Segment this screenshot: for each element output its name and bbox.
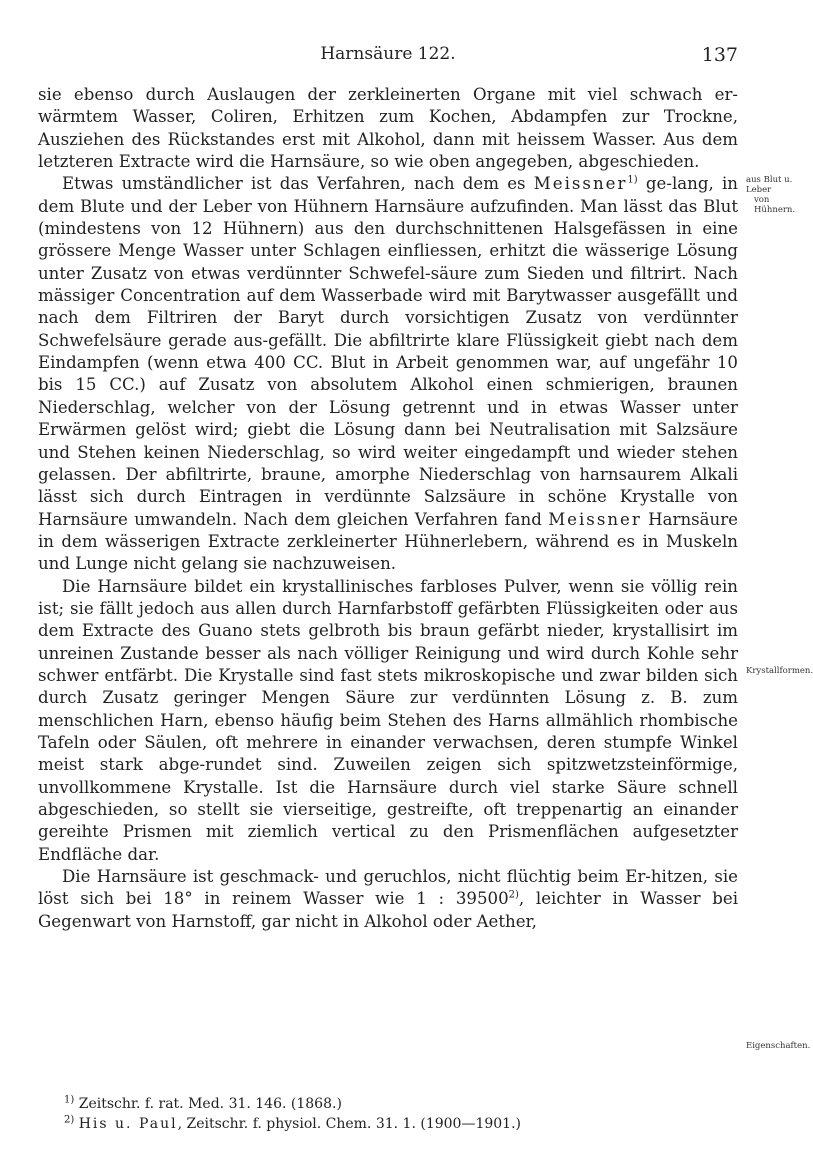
footnote-1-text: Zeitschr. f. rat. Med. 31. 146. (1868.) (78, 1096, 342, 1112)
paragraph-2-part-b: ge-lang, in dem Blute und der Leber von Hühnern Harnsäure aufzufinden. Man lässt das Blut (mindestens von 12 Hühnern) aus den durchschnittenen Halsgefässen in eine grössere Menge Wasser unter Schlagen einfliessen, erhitzt die wässerige Lösung unter Zusatz von etwas verdünnter Schwefel-säure zum Sieden und filtrirt. Nach mässiger Concentration auf dem Wasserbade wird mit Barytwasser ausgefällt und nach dem Filtriren der Baryt durch vorsichtigen Zusatz von verdünnter Schwefelsäure gerade aus-gefällt. Die abfiltrirte klare Flüssigkeit giebt nach dem Eindampfen (wenn etwa 400 CC. Blut in Arbeit genommen war, auf ungefähr 10 bis 15 CC.) auf Zusatz von absolutem Alkohol einen schmierigen, braunen Niederschlag, welcher von der Lösung getrennt und in etwas Wasser unter Erwärmen gelöst wird; giebt die Lösung dann bei Neutralisation mit Salzsäure und Stehen keinen Niederschlag, so wird weiter eingedampft und wieder stehen gelassen. Der abfiltrirte, braune, amorphe Niederschlag von harnsaurem Alkali lässt sich durch Eintragen in verdünnte Salzsäure in schöne Krystalle von Harnsäure umwandeln. Nach dem gleichen Verfahren fand (38, 174, 738, 529)
margin-note-properties: Eigenschaften. (746, 1041, 811, 1051)
author-meissner: Meissner (533, 174, 628, 194)
footnote-1-mark: 1) (64, 1094, 75, 1106)
page-number: 137 (701, 44, 738, 66)
paragraph-3: Die Harnsäure bildet ein krystallinisches farbloses Pulver, wenn sie völlig rein ist; sie fällt jedoch aus allen durch Harnfarbstoff gefärbten Flüssigkeiten oder aus dem Extracte des Guano stets gelbroth bis braun gefärbt nieder, krystallisirt im unreinen Zustande besser als nach völliger Reinigung und wird durch Kohle sehr schwer entfärbt. Die Krystalle sind fast stets mikroskopische und zwar bilden sich durch Zusatz geringer Mengen Säure zur verdünnten Lösung z. B. zum menschlichen Harn, ebenso häufig beim Stehen des Harns allmählich rhombische Tafeln oder Säulen, oft mehrere in einander verwachsen, deren stumpfe Winkel meist stark abge-rundet sind. Zuweilen zeigen sich spitzwetzsteinförmige, unvollkommene Krystalle. Ist die Harnsäure durch viel starke Säure schnell abgeschieden, so stellt sie vierseitige, gestreifte, oft treppenartig an einander gereihte Prismen mit ziemlich vertical zu den Prismenflächen aufgesetzter Endfläche dar. (38, 576, 738, 864)
paragraph-4-part-a: Die Harnsäure ist geschmack- und geruchlos, nicht flüchtig beim Er-hitzen, sie löst sich bei 18° in reinem Wasser wie 1 : 39500 (38, 867, 738, 909)
footnote-2-mark: 2) (64, 1114, 75, 1126)
margin-note-blood-line-2: von Hühnern. (754, 195, 796, 215)
margin-note-blood-line-1: aus Blut u. Leber (746, 175, 793, 195)
paragraph-2-part-a: Etwas umständlicher ist das Verfahren, nach dem es (62, 174, 534, 194)
margin-note-crystal: Krystallformen. (746, 666, 813, 676)
footnote-ref-1: 1) (627, 174, 638, 186)
paragraph-2-part-c: Harnsäure in dem wässerigen Extracte zerkleinerter Hühnerlebern, während es in Muskeln und Lunge nicht gelang sie nachzuweisen. (38, 509, 738, 574)
running-header (38, 44, 738, 70)
footnote-1 (64, 1095, 724, 1113)
paragraph-1: sie ebenso durch Auslaugen der zerkleinerten Organe mit viel schwach er-wärmtem Wasser, Coliren, Erhitzen zum Kochen, Abdampfen zur Trockne, Ausziehen des Rückstandes erst mit Alkohol, dann mit heissem Wasser. Aus dem letzteren Extracte wird die Harnsäure, so wie oben angegeben, abgeschieden. (38, 85, 738, 172)
running-title: Harnsäure 122. (320, 44, 456, 64)
author-meissner-2: Meissner (548, 509, 642, 529)
body-text (38, 84, 738, 933)
paragraph-4-part-b: , leichter in Wasser bei Gegenwart von Harnstoff, gar nicht in Alkohol oder Aether, (38, 889, 739, 931)
paragraph-4 (38, 866, 738, 933)
margin-note-blood (746, 175, 800, 215)
footnote-2 (64, 1115, 724, 1133)
footnote-ref-2: 2) (508, 889, 519, 901)
footnote-2-text: , Zeitschr. f. physiol. Chem. 31. 1. (1900—1901.) (177, 1116, 521, 1132)
footnote-2-authors: His u. Paul (78, 1116, 178, 1132)
paragraph-2 (38, 173, 738, 575)
